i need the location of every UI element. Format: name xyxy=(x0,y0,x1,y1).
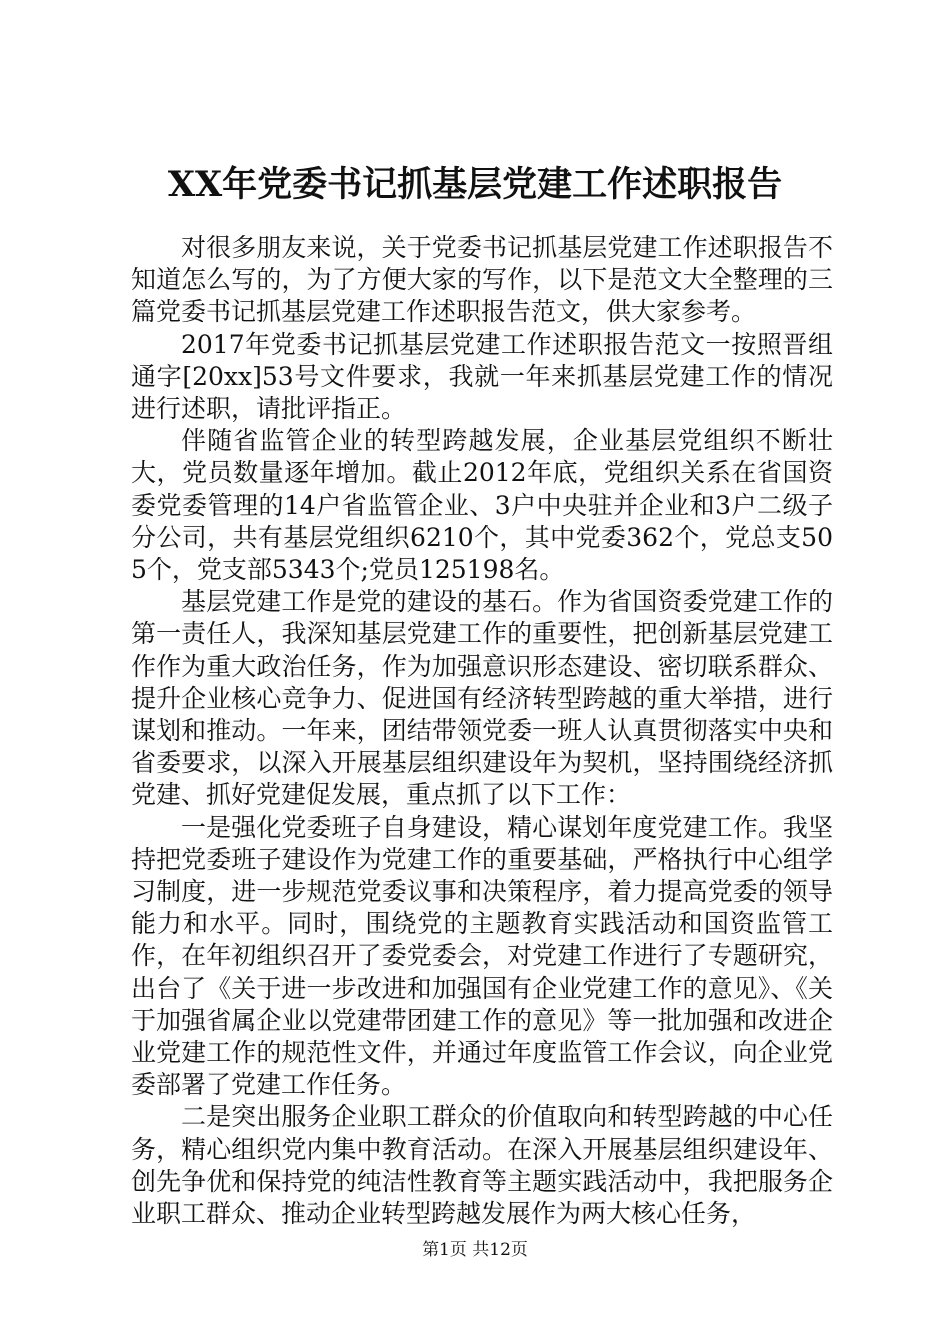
paragraph-report-opening: 2017年党委书记抓基层党建工作述职报告范文一按照晋组通字[20xx]53号文件要求，我就一年来抓基层党建工作的情况进行述职，请批评指正。 xyxy=(131,329,833,424)
document-title: XX年党委书记抓基层党建工作述职报告 xyxy=(167,164,783,205)
page-number-footer: 第1页 共12页 xyxy=(422,1240,528,1260)
paragraph-point-one: 一是强化党委班子自身建设，精心谋划年度党建工作。我坚持把党委班子建设作为党建工作的重要基础，严格执行中心组学习制度，进一步规范党委议事和决策程序，着力提高党委的领导能力和水平。同时，围绕党的主题教育实践活动和国资监管工作，在年初组织召开了委党委会，对党建工作进行了专题研究，出台了《关于进一步改进和加强国有企业党建工作的意见》、《关于加强省属企业以党建带团建工作的意见》等一批加强和改进企业党建工作的规范性文件，并通过年度监管工作会议，向企业党委部署了党建工作任务。 xyxy=(131,812,833,1100)
document-body xyxy=(131,232,833,1230)
paragraph-grassroots-importance: 基层党建工作是党的建设的基石。作为省国资委党建工作的第一责任人，我深知基层党建工作的重要性，把创新基层党建工作作为重大政治任务，作为加强意识形态建设、密切联系群众、提升企业核心竞争力、促进国有经济转型跨越的重大举措，进行谋划和推动。一年来，团结带领党委一班人认真贯彻落实中央和省委要求，以深入开展基层组织建设年为契机，坚持围绕经济抓党建、抓好党建促发展，重点抓了以下工作： xyxy=(131,587,833,810)
paragraph-point-two: 二是突出服务企业职工群众的价值取向和转型跨越的中心任务，精心组织党内集中教育活动。在深入开展基层组织建设年、创先争优和保持党的纯洁性教育等主题实践活动中，我把服务企业职工群众、推动企业转型跨越发展作为两大核心任务， xyxy=(131,1102,833,1229)
paragraph-intro: 对很多朋友来说，关于党委书记抓基层党建工作述职报告不知道怎么写的，为了方便大家的写作，以下是范文大全整理的三篇党委书记抓基层党建工作述职报告范文，供大家参考。 xyxy=(131,233,833,327)
paragraph-party-statistics: 伴随省监管企业的转型跨越发展，企业基层党组织不断壮大，党员数量逐年增加。截止2012年底，党组织关系在省国资委党委管理的14户省监管企业、3户中央驻并企业和3户二级子分公司，共有基层党组织6210个，其中党委362个，党总支505个，党支部5343个;党员125198名。 xyxy=(131,426,833,585)
